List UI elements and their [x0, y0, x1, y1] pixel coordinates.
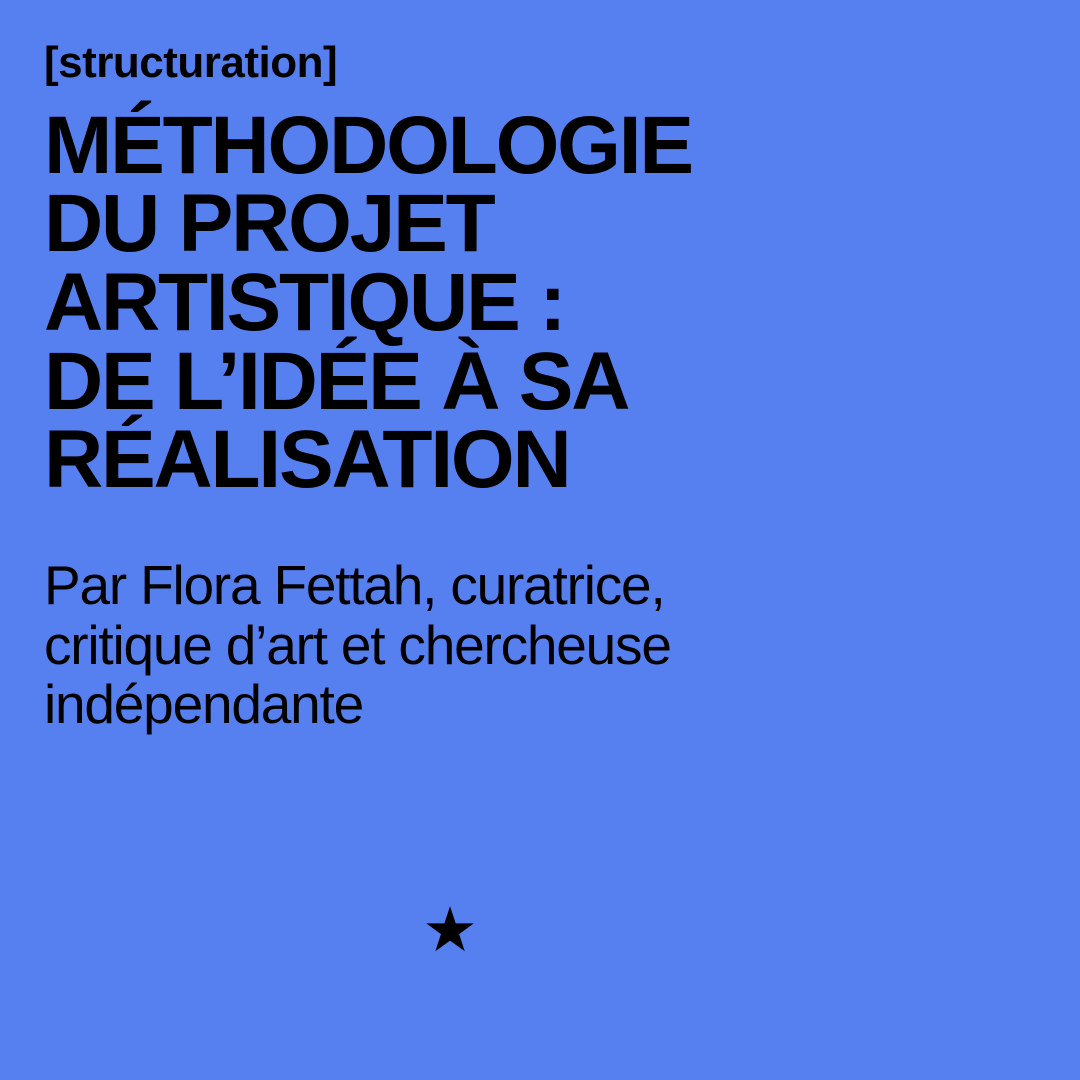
title-line-5: RÉALISATION — [44, 414, 570, 506]
title-line-4: DE L’IDÉE À SA — [44, 335, 629, 427]
title-line-1: MÉTHODOLOGIE — [44, 99, 692, 191]
page-title — [44, 99, 1036, 506]
title-line-2: DU PROJET — [44, 178, 494, 270]
author-credit — [44, 556, 1036, 734]
title-line-3: ARTISTIQUE : — [44, 257, 565, 349]
star-icon: ★ — [422, 896, 478, 965]
kicker-label: [structuration] — [44, 38, 338, 87]
author-credit-line-1: Par Flora Fettah, curatrice, — [44, 554, 665, 617]
author-credit-line-3: indépendante — [44, 672, 363, 735]
author-credit-line-2: critique d’art et chercheuse — [44, 613, 671, 676]
ornament-row — [0, 896, 1080, 965]
